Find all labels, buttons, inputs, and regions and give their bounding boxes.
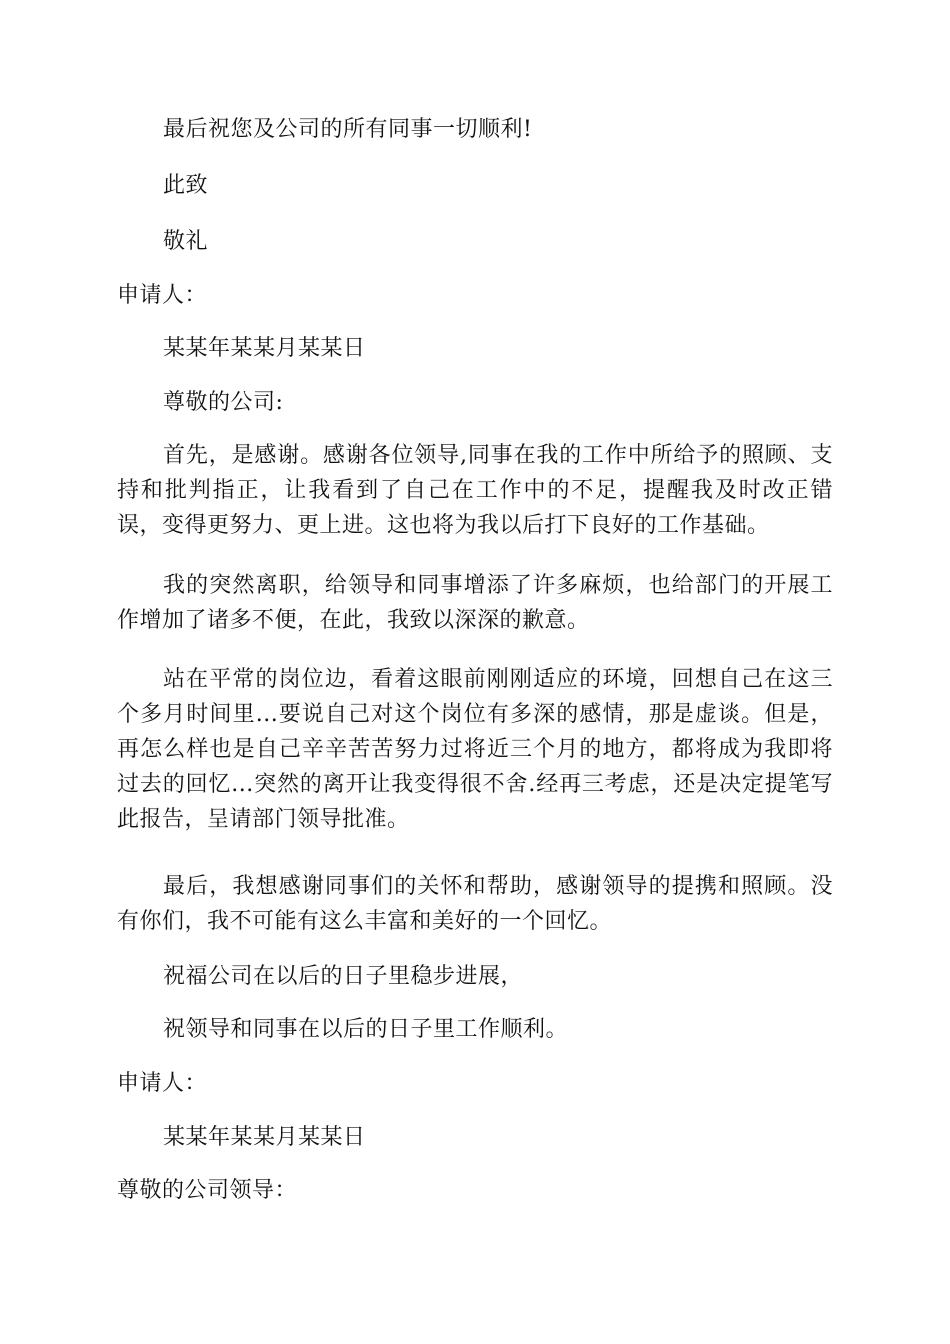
applicant-label: 申请人： bbox=[117, 283, 208, 308]
paragraph-gratitude: 最后，我想感谢同事们的关怀和帮助，感谢领导的提携和照顾。没有你们，我不可能有这么丰富和美好的一个回忆。 bbox=[117, 874, 833, 934]
salutation-jingli: 敬礼 bbox=[163, 229, 209, 254]
date-line: 某某年某某月某某日 bbox=[163, 336, 366, 361]
greeting: 尊敬的公司: bbox=[163, 390, 284, 415]
wish-colleagues: 祝领导和同事在以后的日子里工作顺利。 bbox=[163, 1017, 569, 1042]
paragraph-thanks: 首先，是感谢。感谢各位领导,同事在我的工作中所给予的照顾、支持和批判指正，让我看到了自己在工作中的不足，提醒我及时改正错误，变得更努力、更上进。这也将为我以后打下良好的工作基础。 bbox=[117, 443, 833, 538]
paragraph-reflection: 站在平常的岗位边，看着这眼前刚刚适应的环境，回想自己在这三个多月时间里...要说自己对这个岗位有多深的感情，那是虚谈。但是，再怎么样也是自己辛辛苦苦努力过将近三个月的地方，都将成为我即将过去的回忆...突然的离开让我变得很不舍.经再三考虑，还是决定提笔写此报告，呈请部门领导批准。 bbox=[117, 667, 833, 832]
greeting: 尊敬的公司领导： bbox=[117, 1178, 298, 1203]
paragraph-apology: 我的突然离职，给领导和同事增添了许多麻烦，也给部门的开展工作增加了诸多不便，在此，我致以深深的歉意。 bbox=[117, 573, 833, 633]
applicant-label: 申请人： bbox=[117, 1071, 208, 1096]
closing-wish: 最后祝您及公司的所有同事一切顺利! bbox=[163, 117, 533, 142]
date-line: 某某年某某月某某日 bbox=[163, 1125, 366, 1150]
wish-company: 祝福公司在以后的日子里稳步进展， bbox=[163, 964, 524, 989]
salutation-cizhi: 此致 bbox=[163, 173, 209, 198]
